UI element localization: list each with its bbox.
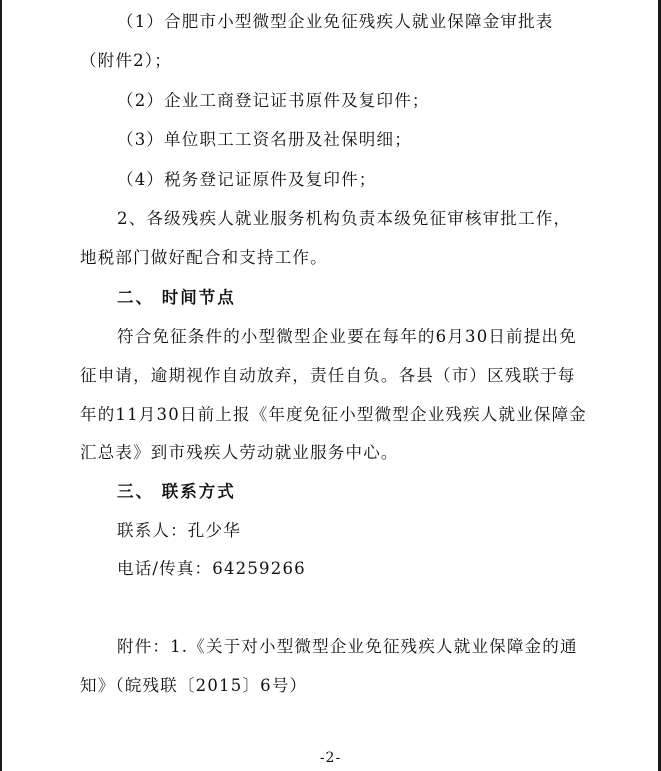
page-number: -2- [319,750,342,766]
contact-person: 联系人：孔少华 [117,521,241,540]
doc-line-9: 符合免征条件的小型微型企业要在每年的6月30日前提出免 [117,327,577,346]
doc-line-2: （附件2）； [80,51,172,70]
doc-line-6: 2、各级残疾人就业服务机构负责本级免征审核审批工作， [117,209,572,228]
doc-line-4: （3）单位职工工资名册及社保明细； [117,130,412,149]
section-heading-contact: 三、 联系方式 [117,482,236,501]
doc-line-11: 年的11月30日前上报《年度免征小型微型企业残疾人就业保障金 [80,405,587,424]
doc-line-7: 地税部门做好配合和支持工作。 [80,248,328,267]
scan-border-left [0,0,2,771]
attachment-line-1: 附件：1.《关于对小型微型企业免征残疾人就业保障金的通 [117,637,578,656]
section-heading-timeline: 二、 时间节点 [117,288,236,307]
doc-line-12: 汇总表》到市残疾人劳动就业服务中心。 [80,443,399,462]
contact-phone-fax: 电话/传真：64259266 [117,559,306,578]
doc-line-3: （2）企业工商登记证书原件及复印件； [117,91,430,110]
doc-line-1: （1）合肥市小型微型企业免征残疾人就业保障金审批表 [117,12,554,31]
doc-line-10: 征申请，逾期视作自动放弃，责任自负。各县（市）区残联于每 [80,366,576,385]
doc-line-5: （4）税务登记证原件及复印件； [117,170,377,189]
attachment-line-2: 知》（皖残联〔2015〕6号） [80,676,308,695]
